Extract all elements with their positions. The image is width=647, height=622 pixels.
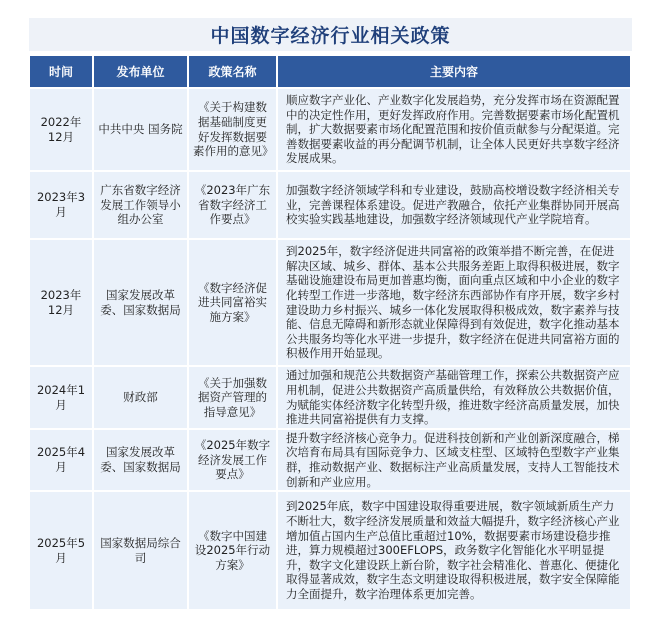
cell-time: 2025年5月 — [30, 491, 93, 609]
cell-time: 2022年12月 — [30, 88, 93, 171]
cell-time: 2025年4月 — [30, 429, 93, 491]
page-title: 中国数字经济行业相关政策 — [210, 25, 451, 47]
cell-time: 2023年12月 — [30, 239, 93, 366]
header-issuer: 发布单位 — [93, 56, 188, 88]
table-row — [30, 88, 630, 171]
cell-content: 顺应数字产业化、产业数字化发展趋势，充分发挥市场在资源配置中的决定性作用，更好发挥政府作用。完善数据要素市场化配置机制，扩大数据要素市场化配置范围和按价值贡献参与分配渠道。完善数据要素收益的再分配调节机制，让全体人民更好共享数字经济发展成果。 — [277, 88, 630, 171]
header-time: 时间 — [30, 56, 93, 88]
cell-content: 通过加强和规范公共数据资产基础管理工作，探索公共数据资产应用机制，促进公共数据资产高质量供给，有效释放公共数据价值，为赋能实体经济数字化转型升级，推进数字经济高质量发展，加快推进共同富裕提供有力支撑。 — [277, 366, 630, 429]
cell-issuer: 中共中央 国务院 — [93, 88, 188, 171]
cell-policy: 《数字经济促进共同富裕实施方案》 — [188, 239, 277, 366]
table-row — [30, 366, 630, 429]
cell-time: 2023年3月 — [30, 171, 93, 239]
cell-time: 2024年1月 — [30, 366, 93, 429]
policy-table — [30, 56, 630, 609]
cell-content: 到2025年，数字经济促进共同富裕的政策举措不断完善，在促进解决区域、城乡、群体、基本公共服务差距上取得积极进展，数字基础设施建设布局更加普惠均衡，面向重点区域和中小企业的数字化转型工作进一步落地，数字经济东西部协作有序开展，数字乡村建设助力乡村振兴、城乡一体化发展取得积极成效，数字素养与技能、信息无障碍和新形态就业保障得到有效促进，数字化推动基本公共服务均等化水平进一步提升，数字经济在促进共同富裕方面的积极作用开始显现。 — [277, 239, 630, 366]
cell-policy: 《关于加强数据资产管理的指导意见》 — [188, 366, 277, 429]
cell-content: 到2025年底，数字中国建设取得重要进展，数字领域新质生产力不断壮大，数字经济发展质量和效益大幅提升，数字经济核心产业增加值占国内生产总值比重超过10%，数据要素市场建设稳步推进，算力规模超过300EFLOPS，政务数字化智能化水平明显提升，数字文化建设跃上新台阶，数字社会精准化、普惠化、便捷化取得显著成效，数字生态文明建设取得积极进展，数字安全保障能力全面提升，数字治理体系更加完善。 — [277, 491, 630, 609]
cell-issuer: 国家数据局综合司 — [93, 491, 188, 609]
cell-policy: 《关于构建数据基础制度更好发挥数据要素作用的意见》 — [188, 88, 277, 171]
cell-issuer: 广东省数字经济发展工作领导小组办公室 — [93, 171, 188, 239]
table-row — [30, 239, 630, 366]
title-band — [29, 18, 632, 51]
header-policy: 政策名称 — [188, 56, 277, 88]
cell-policy: 《2023年广东省数字经济工作要点》 — [188, 171, 277, 239]
cell-policy: 《数字中国建设2025年行动方案》 — [188, 491, 277, 609]
cell-issuer: 国家发展改革委、国家数据局 — [93, 239, 188, 366]
table-row — [30, 429, 630, 491]
cell-policy: 《2025年数字经济发展工作要点》 — [188, 429, 277, 491]
header-content: 主要内容 — [277, 56, 630, 88]
cell-content: 提升数字经济核心竞争力。促进科技创新和产业创新深度融合，梯次培育布局具有国际竞争力、区域支柱型、区域特色型数字产业集群，推动数据产业、数据标注产业高质量发展，支持人工智能技术创新和产业应用。 — [277, 429, 630, 491]
table-row — [30, 491, 630, 609]
cell-issuer: 国家发展改革委、国家数据局 — [93, 429, 188, 491]
header-row — [30, 56, 630, 88]
table-row — [30, 171, 630, 239]
cell-content: 加强数字经济领域学科和专业建设，鼓励高校增设数字经济相关专业，完善课程体系建设。促进产教融合，依托产业集群协同开展高校实验实践基地建设，加强数字经济领域现代产业学院培育。 — [277, 171, 630, 239]
cell-issuer: 财政部 — [93, 366, 188, 429]
